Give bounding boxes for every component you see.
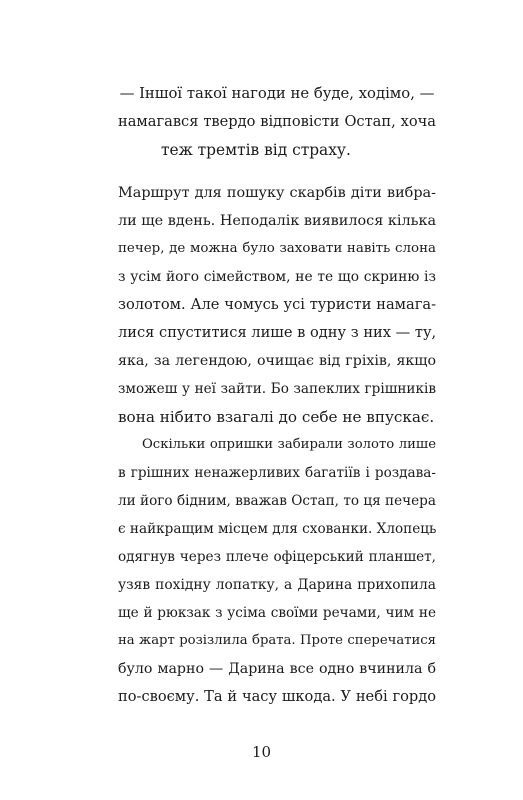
text-line: Маршрут для пошуку скарбів діти вибра- [118, 185, 436, 201]
text-line: на жарт розізлила брата. Проте сперечатися [118, 633, 436, 648]
text-line: — Іншої такої нагоди не буде, ходімо, — [119, 85, 435, 102]
text-line: одягнув через плече офіцерський планшет, [118, 549, 436, 565]
text-line: було марно — Дарина все одно вчинила б [118, 661, 436, 677]
page-number: 10 [251, 743, 272, 761]
text-line: теж тремтів від страху. [161, 141, 351, 159]
text-line: вона нібито взагалі до себе не впускає. [118, 408, 435, 426]
text-line: зможеш у неї зайти. Бо запеклих грішників [118, 381, 436, 397]
text-line: з усім його сімейством, не те що скриню із [118, 269, 436, 285]
text-line: узяв похідну лопатку, а Дарина прихопила [118, 577, 436, 593]
text-line: лися спуститися лише в одну з них — ту, [118, 324, 437, 341]
text-line: ли ще вдень. Неподалік виявилося кілька [118, 213, 437, 229]
text-line: Оскільки опришки забирали золото лише [142, 437, 436, 452]
text-line: в грішних ненажерливих багатіїв і роздава- [118, 465, 436, 481]
text-line: яка, за легендою, очищає від гріхів, якщо [118, 353, 436, 369]
text-line: печер, де можна було заховати навіть слона [118, 241, 436, 256]
text-line: золотом. Але чомусь усі туристи намага- [118, 296, 436, 313]
text-line: ли його бідним, вважав Остап, то ця печера [118, 493, 436, 509]
text-line: по-своєму. Та й часу шкода. У небі гордо [118, 688, 436, 705]
text-line: є найкращим місцем для схованки. Хлопець [118, 521, 437, 537]
text-line: ще й рюкзак з усіма своїми речами, чим не [118, 605, 436, 621]
text-line: намагався твердо відповісти Остап, хоча [118, 113, 436, 130]
